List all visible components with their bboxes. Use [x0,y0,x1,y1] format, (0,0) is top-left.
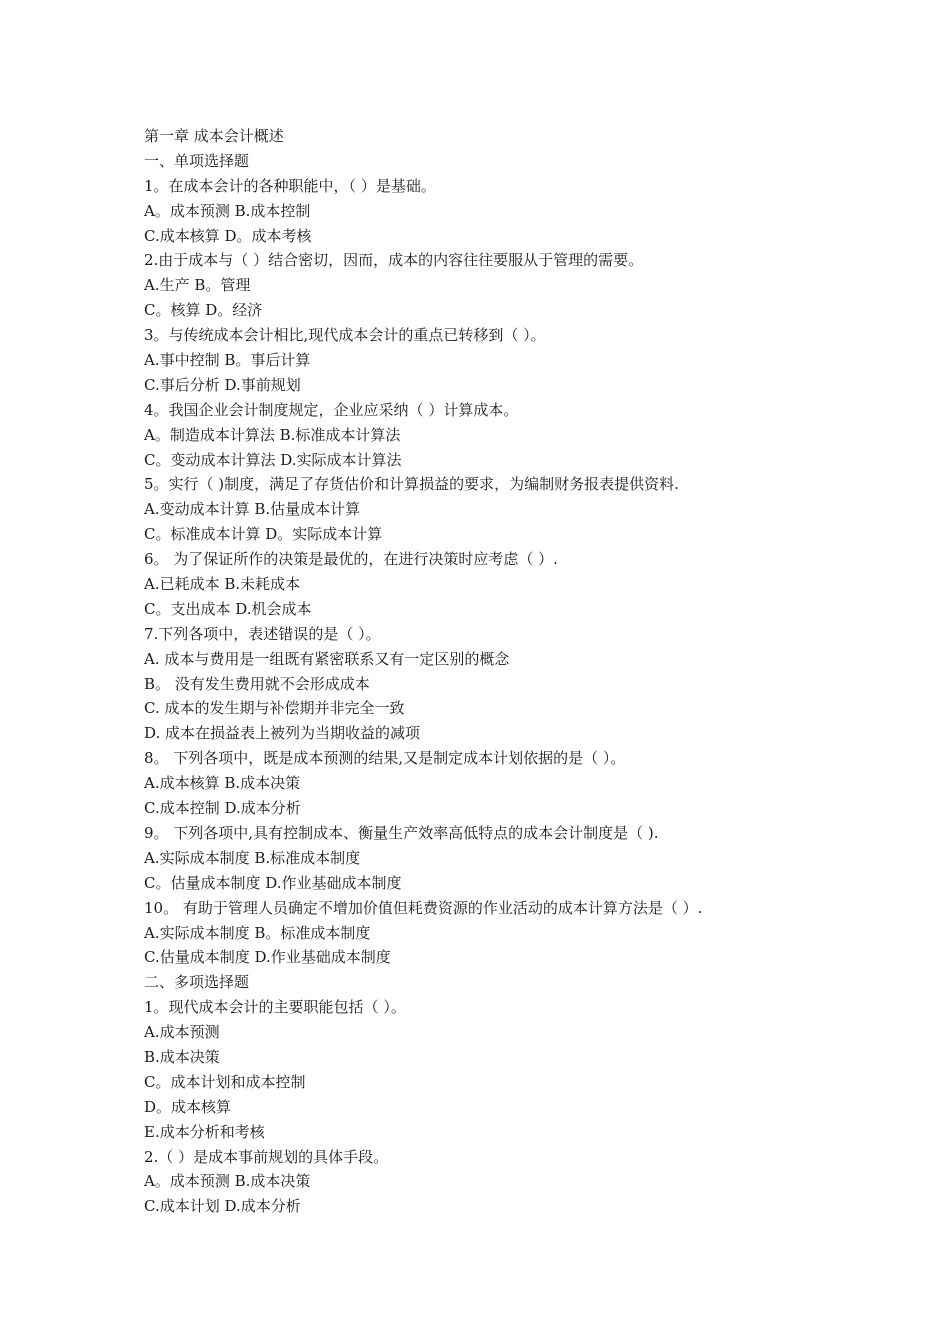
answer-options: A.事中控制 B。事后计算 [144,351,311,370]
answer-options: A.实际成本制度 B.标准成本制度 [144,848,361,867]
chapter-title: 第一章 成本会计概述 [144,127,284,145]
section-heading: 一、单项选择题 [144,151,250,170]
document-body [144,124,824,1219]
question-text: 7.下列各项中，表述错误的是（ ）。 [144,624,381,643]
answer-options: C。估量成本制度 D.作业基础成本制度 [144,873,402,892]
answer-options: A.成本核算 B.成本决策 [144,774,301,793]
question-text: 3。与传统成本会计相比,现代成本会计的重点已转移到（ ）。 [144,326,546,345]
answer-options: C.成本计划 D.成本分析 [144,1197,301,1216]
question-text: 2.（ ）是成本事前规划的具体手段。 [144,1147,389,1166]
answer-options: A.实际成本制度 B。标准成本制度 [144,923,371,942]
answer-option: D. 成本在损益表上被列为当期收益的减项 [144,724,421,743]
answer-option: B.成本决策 [144,1047,220,1066]
answer-options: A.已耗成本 B.未耗成本 [144,575,301,594]
answer-option: D。成本核算 [144,1097,232,1116]
answer-options: C。标准成本计算 D。实际成本计算 [144,525,383,544]
answer-options: A。成本预测 B.成本决策 [144,1172,311,1191]
answer-options: C.成本核算 D。成本考核 [144,226,312,245]
question-text: 6。 为了保证所作的决策是最优的，在进行决策时应考虑（ ）. [144,550,558,569]
question-text: 1。现代成本会计的主要职能包括（ ）。 [144,998,406,1017]
answer-options: C。支出成本 D.机会成本 [144,599,312,618]
question-text: 8。 下列各项中，既是成本预测的结果,又是制定成本计划依据的是（ ）。 [144,749,626,768]
answer-option: C. 成本的发生期与补偿期并非完全一致 [144,699,405,718]
question-text: 2.由于成本与（ ）结合密切，因而，成本的内容往往要服从于管理的需要。 [144,251,644,270]
answer-option: C。成本计划和成本控制 [144,1072,306,1091]
answer-options: A.生产 B。管理 [144,276,251,295]
question-text: 1。在成本会计的各种职能中，（ ）是基础。 [144,176,436,195]
answer-options: C.成本控制 D.成本分析 [144,799,301,818]
answer-options: C.事后分析 D.事前规划 [144,375,301,394]
question-text: 10。 有助于管理人员确定不增加价值但耗费资源的作业活动的成本计算方法是（ ）. [144,898,703,917]
answer-options: C。核算 D。经济 [144,301,263,320]
answer-option: A.成本预测 [144,1023,220,1042]
answer-options: A。制造成本计算法 B.标准成本计算法 [144,425,401,444]
answer-option: A. 成本与费用是一组既有紧密联系又有一定区别的概念 [144,649,510,668]
answer-option: B。 没有发生费用就不会形成成本 [144,674,370,693]
question-text: 5。实行（ )制度，满足了存货估价和计算损益的要求，为编制财务报表提供资料. [144,475,679,494]
answer-options: A.变动成本计算 B.估量成本计算 [144,500,361,519]
question-text: 9。 下列各项中,具有控制成本、衡量生产效率高低特点的成本会计制度是（ ). [144,823,659,842]
answer-options: C.估量成本制度 D.作业基础成本制度 [144,948,391,967]
question-text: 4。我国企业会计制度规定，企业应采纳（ ）计算成本。 [144,400,519,419]
answer-options: A。成本预测 B.成本控制 [144,201,311,220]
section-heading: 二、多项选择题 [144,973,250,992]
answer-option: E.成本分析和考核 [144,1122,265,1141]
answer-options: C。变动成本计算法 D.实际成本计算法 [144,450,402,469]
